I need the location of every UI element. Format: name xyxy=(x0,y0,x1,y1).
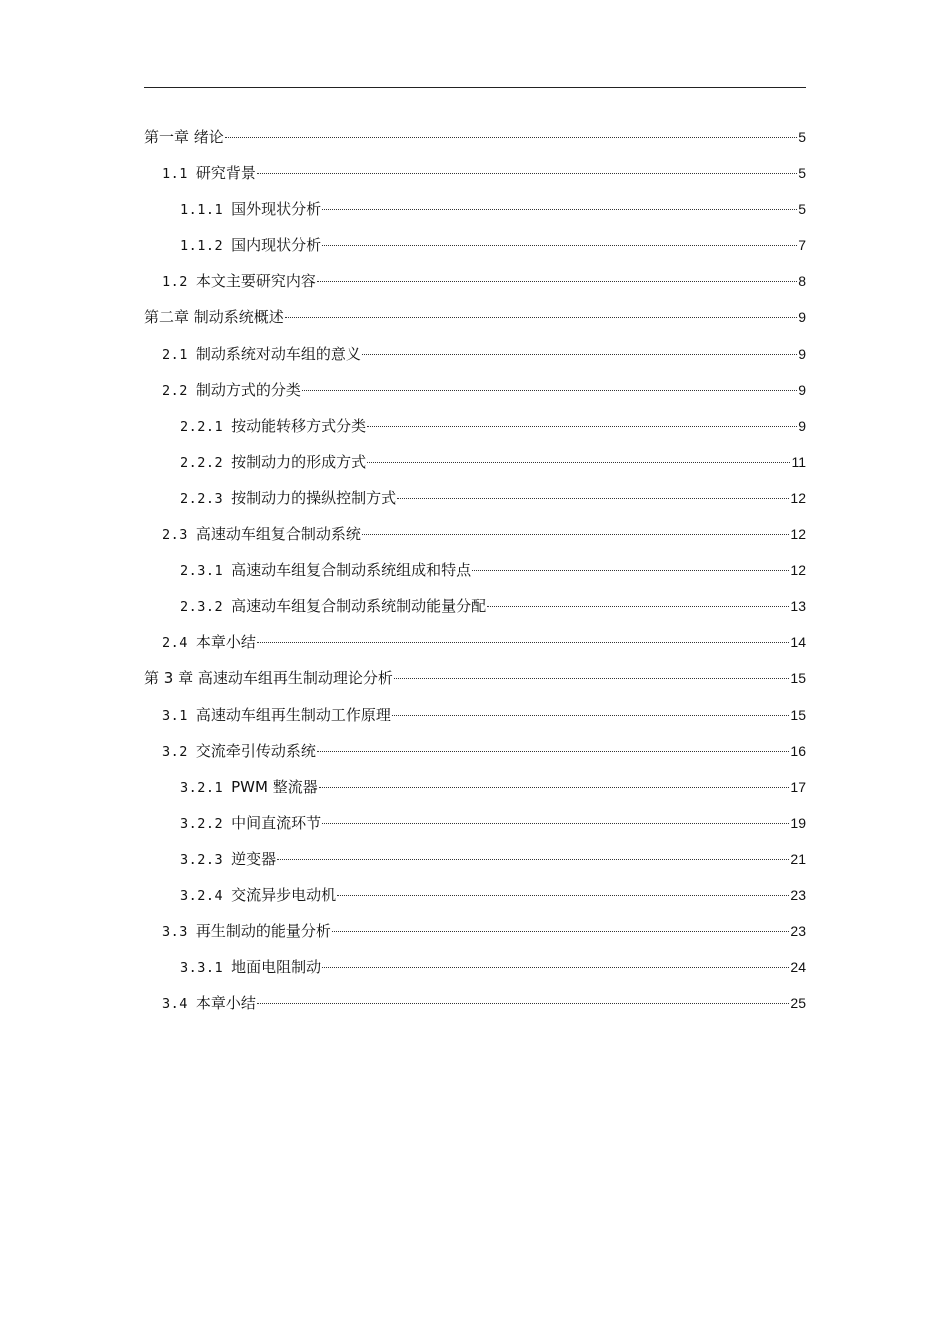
toc-entry-page-number: 9 xyxy=(798,417,806,434)
toc-entry-title: PWM 整流器 xyxy=(231,777,318,796)
toc-entry-page-number: 13 xyxy=(790,598,806,615)
toc-entry-title: 高速动车组复合制动系统制动能量分配 xyxy=(231,597,487,616)
toc-entry-number: 2.3.2 xyxy=(180,599,224,616)
dot-leader xyxy=(317,280,797,282)
toc-entry-title: 本文主要研究内容 xyxy=(195,272,316,291)
toc-entry-title: 按动能转移方式分类 xyxy=(231,416,367,435)
toc-entry-title: 交流牵引传动系统 xyxy=(195,741,316,760)
toc-entry-number: 3.2.1 xyxy=(180,779,224,796)
toc-entry[interactable] xyxy=(144,372,806,408)
dot-leader xyxy=(257,172,797,174)
dot-leader xyxy=(394,677,790,679)
toc-entry-number: 2.4 xyxy=(162,635,188,652)
toc-entry-number: 2.1 xyxy=(162,346,188,363)
toc-entry-number: 3.1 xyxy=(162,707,188,724)
toc-entry-page-number: 23 xyxy=(790,886,806,903)
dot-leader xyxy=(472,569,789,571)
toc-entry[interactable] xyxy=(144,336,806,372)
toc-entry[interactable] xyxy=(144,408,806,444)
toc-entry-page-number: 5 xyxy=(798,201,806,218)
toc-entry-page-number: 9 xyxy=(798,309,806,326)
toc-entry-number: 2.3.1 xyxy=(180,563,224,580)
toc-entry[interactable] xyxy=(144,263,806,299)
toc-entry-number: 3.3 xyxy=(162,924,188,941)
toc-entry-number: 3.4 xyxy=(162,996,188,1013)
toc-entry[interactable] xyxy=(144,913,806,949)
dot-leader xyxy=(367,425,797,427)
dot-leader xyxy=(367,461,790,463)
toc-entry-number: 2.2.2 xyxy=(180,454,224,471)
dot-leader xyxy=(225,136,797,138)
dot-leader xyxy=(302,389,797,391)
dot-leader xyxy=(322,208,797,210)
toc-entry-page-number: 25 xyxy=(790,995,806,1012)
dot-leader xyxy=(487,605,789,607)
toc-entry[interactable] xyxy=(144,155,806,191)
toc-entry-page-number: 12 xyxy=(790,526,806,543)
toc-entry-title: 本章小结 xyxy=(195,633,256,652)
toc-entry-page-number: 11 xyxy=(791,453,806,470)
dot-leader xyxy=(257,1002,790,1004)
toc-entry-number: 3.3.1 xyxy=(180,960,224,977)
toc-entry-number: 3.2 xyxy=(162,743,188,760)
toc-entry-page-number: 12 xyxy=(790,489,806,506)
toc-entry[interactable] xyxy=(144,444,806,480)
toc-entry-page-number: 5 xyxy=(798,165,806,182)
toc-entry-title: 第 3 章 高速动车组再生制动理论分析 xyxy=(144,669,393,688)
toc-entry-page-number: 9 xyxy=(798,345,806,362)
toc-entry-title: 第一章 绪论 xyxy=(144,128,224,146)
dot-leader xyxy=(319,786,790,788)
dot-leader xyxy=(322,966,789,968)
dot-leader xyxy=(332,930,790,932)
toc-entry[interactable] xyxy=(144,588,806,624)
toc-entry[interactable] xyxy=(144,624,806,660)
toc-entry-title: 中间直流环节 xyxy=(231,813,322,832)
toc-entry-page-number: 15 xyxy=(790,670,806,687)
toc-entry-title: 国外现状分析 xyxy=(231,200,322,219)
toc-entry-title: 交流异步电动机 xyxy=(231,885,337,904)
toc-entry-page-number: 14 xyxy=(790,634,806,651)
table-of-contents xyxy=(144,119,806,1021)
toc-entry-page-number: 19 xyxy=(790,814,806,831)
toc-entry[interactable] xyxy=(144,660,806,696)
dot-leader xyxy=(322,822,789,824)
toc-entry-title: 高速动车组再生制动工作原理 xyxy=(195,705,391,724)
toc-entry-title: 国内现状分析 xyxy=(231,236,322,255)
toc-entry-page-number: 24 xyxy=(790,959,806,976)
toc-entry-title: 再生制动的能量分析 xyxy=(195,922,331,941)
toc-entry-page-number: 8 xyxy=(798,273,806,290)
dot-leader xyxy=(337,894,789,896)
toc-entry[interactable] xyxy=(144,769,806,805)
toc-entry[interactable] xyxy=(144,949,806,985)
toc-entry[interactable] xyxy=(144,985,806,1021)
toc-entry[interactable] xyxy=(144,841,806,877)
toc-entry-page-number: 7 xyxy=(798,237,806,254)
toc-entry[interactable] xyxy=(144,299,806,335)
toc-entry-page-number: 12 xyxy=(790,562,806,579)
toc-entry-number: 1.1.2 xyxy=(180,238,224,255)
toc-entry-number: 3.2.2 xyxy=(180,815,224,832)
toc-entry-page-number: 23 xyxy=(790,923,806,940)
toc-entry-number: 3.2.3 xyxy=(180,851,224,868)
toc-entry-title: 逆变器 xyxy=(231,849,277,868)
toc-entry-number: 3.2.4 xyxy=(180,887,224,904)
toc-entry-title: 本章小结 xyxy=(195,994,256,1013)
dot-leader xyxy=(362,353,797,355)
toc-entry-number: 1.1 xyxy=(162,166,188,183)
toc-entry-title: 制动方式的分类 xyxy=(195,380,301,399)
toc-entry-page-number: 9 xyxy=(798,381,806,398)
toc-entry-title: 按制动力的操纵控制方式 xyxy=(231,488,397,507)
toc-entry[interactable] xyxy=(144,552,806,588)
toc-entry-number: 2.2.1 xyxy=(180,418,224,435)
toc-entry[interactable] xyxy=(144,877,806,913)
dot-leader xyxy=(285,316,797,318)
toc-entry-title: 研究背景 xyxy=(195,164,256,183)
toc-entry[interactable] xyxy=(144,697,806,733)
dot-leader xyxy=(362,533,790,535)
dot-leader xyxy=(392,714,790,716)
toc-entry-page-number: 17 xyxy=(790,778,806,795)
toc-entry-number: 1.1.1 xyxy=(180,202,224,219)
toc-entry-page-number: 5 xyxy=(798,129,806,145)
dot-leader xyxy=(317,750,790,752)
toc-entry[interactable] xyxy=(144,516,806,552)
toc-entry-title: 按制动力的形成方式 xyxy=(231,452,367,471)
toc-entry-title: 高速动车组复合制动系统组成和特点 xyxy=(231,561,472,580)
toc-entry-page-number: 16 xyxy=(790,742,806,759)
dot-leader xyxy=(257,641,790,643)
toc-entry-title: 高速动车组复合制动系统 xyxy=(195,525,361,544)
toc-entry[interactable] xyxy=(144,480,806,516)
toc-entry-title: 制动系统对动车组的意义 xyxy=(195,344,361,363)
dot-leader xyxy=(397,497,789,499)
dot-leader xyxy=(277,858,789,860)
header-rule xyxy=(144,87,806,88)
toc-entry-title: 地面电阻制动 xyxy=(231,958,322,977)
toc-entry[interactable] xyxy=(144,191,806,227)
toc-entry-number: 2.2 xyxy=(162,382,188,399)
toc-entry-page-number: 15 xyxy=(790,706,806,723)
toc-entry-number: 2.2.3 xyxy=(180,490,224,507)
toc-entry[interactable] xyxy=(144,227,806,263)
toc-entry-page-number: 21 xyxy=(790,850,806,867)
dot-leader xyxy=(322,244,797,246)
toc-entry[interactable] xyxy=(144,805,806,841)
toc-entry-number: 1.2 xyxy=(162,274,188,291)
toc-entry-title: 第二章 制动系统概述 xyxy=(144,308,284,327)
toc-entry-number: 2.3 xyxy=(162,527,188,544)
toc-entry[interactable] xyxy=(144,733,806,769)
toc-entry[interactable] xyxy=(144,119,806,155)
